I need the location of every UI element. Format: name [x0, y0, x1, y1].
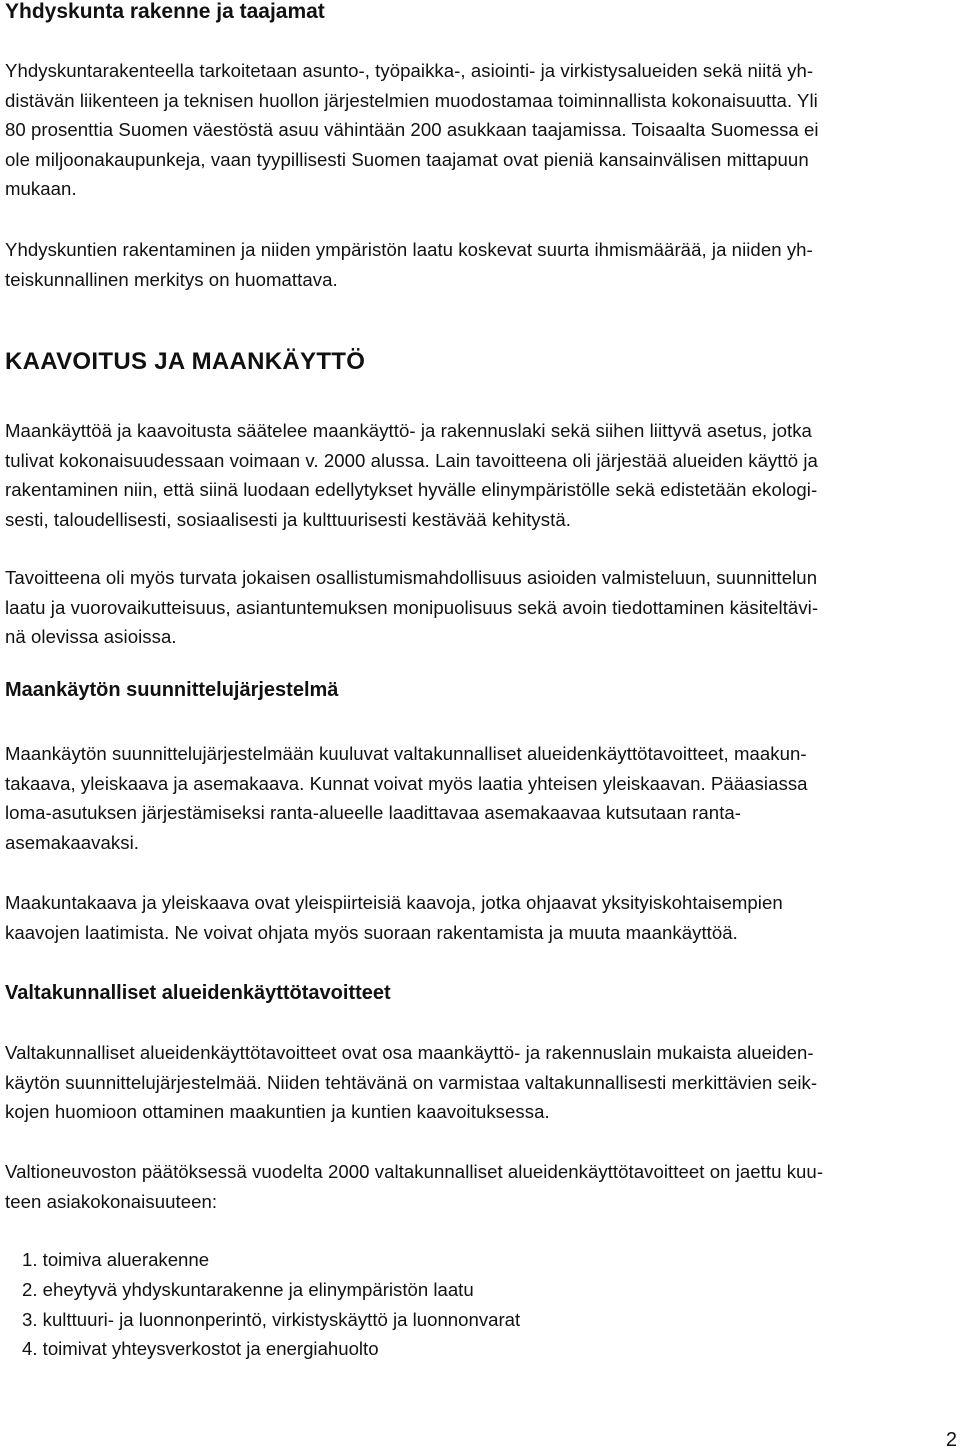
- text-line: käytön suunnittelujärjestelmää. Niiden tehtävänä on varmistaa valtakunnallisesti merkittävien seik-: [5, 1071, 818, 1093]
- text-line: distävän liikenteen ja teknisen huollon järjestelmien muodostamaa toiminnallista kokonaisuutta. Yli: [5, 89, 818, 111]
- text-line: Yhdyskuntien rakentaminen ja niiden ympäristön laatu koskevat suurta ihmismäärää, ja niiden yh-: [5, 239, 813, 260]
- text-line: Maankäyttöä ja kaavoitusta säätelee maankäyttö- ja rakennuslaki sekä siihen liittyvä asetus, jotka: [5, 420, 812, 441]
- list-item: 1. toimiva aluerakenne: [22, 1249, 210, 1270]
- text-line: rakentaminen niin, että siinä luodaan edellytykset hyvälle elinympäristölle sekä edistetään ekologi-: [5, 479, 818, 500]
- text-line: nä olevissa asioissa.: [5, 626, 177, 647]
- text-line: mukaan.: [5, 178, 77, 199]
- text-line: 80 prosenttia Suomen väestöstä asuu vähintään 200 asukkaan taajamissa. Toisaalta Suomessa ei: [5, 119, 819, 140]
- text-line: kojen huomioon ottaminen maakuntien ja kuntien kaavoituksessa.: [5, 1101, 550, 1122]
- text-line: Yhdyskuntarakenteella tarkoitetaan asunto-, työpaikka-, asiointi- ja virkistysalueiden sekä niitä yh-: [5, 60, 814, 81]
- text-line: Valtakunnalliset alueidenkäyttötavoitteet ovat osa maankäyttö- ja rakennuslain mukaista alueiden-: [5, 1042, 814, 1063]
- text-line: Maakuntakaava ja yleiskaava ovat yleispiirteisiä kaavoja, jotka ohjaavat yksityiskohtaisempien: [5, 892, 783, 913]
- text-line: Maankäytön suunnittelujärjestelmään kuuluvat valtakunnalliset alueidenkäyttötavoitteet, maakun-: [5, 743, 807, 764]
- text-line: takaava, yleiskaava ja asemakaava. Kunnat voivat myös laatia yhteisen yleiskaavan. Pääasiassa: [5, 772, 808, 794]
- page-number: 2: [945, 1429, 957, 1451]
- subheading-suunnittelujarjestelma: Maankäytön suunnittelujärjestelmä: [5, 679, 339, 701]
- list-item: 2. eheytyvä yhdyskuntarakenne ja elinympäristön laatu: [22, 1278, 474, 1300]
- section-heading-kaavoitus: KAAVOITUS JA MAANKÄYTTÖ: [5, 348, 366, 375]
- tavoitteet-list: [22, 1245, 520, 1364]
- text-line: Valtioneuvoston päätöksessä vuodelta 2000 valtakunnalliset alueidenkäyttötavoitteet on jaettu kuu-: [5, 1161, 824, 1182]
- intro-paragraph-2: [5, 235, 953, 294]
- text-line: tulivat kokonaisuudessaan voimaan v. 2000 alussa. Lain tavoitteena oli järjestää alueiden käyttö ja: [5, 449, 818, 471]
- kaavoitus-paragraph-1: [5, 416, 953, 534]
- suunnittelu-paragraph-1: [5, 739, 953, 857]
- list-item: 3. kulttuuri- ja luonnonperintö, virkistyskäyttö ja luonnonvarat: [22, 1308, 521, 1330]
- kaavoitus-paragraph-2: [5, 563, 953, 652]
- text-line: sesti, taloudellisesti, sosiaalisesti ja kulttuurisesti kestävää kehitystä.: [5, 508, 571, 530]
- text-line: asemakaavaksi.: [5, 831, 140, 853]
- text-line: teen asiakokonaisuuteen:: [5, 1190, 218, 1212]
- text-line: kaavojen laatimista. Ne voivat ohjata myös suoraan rakentamista ja muuta maankäyttöä.: [5, 921, 738, 943]
- suunnittelu-paragraph-2: [5, 888, 953, 947]
- text-line: laatu ja vuorovaikutteisuus, asiantuntemuksen monipuolisuus sekä avoin tiedottaminen käsiteltävi-: [5, 596, 819, 618]
- intro-paragraph-1: [5, 56, 953, 204]
- text-line: ole miljoonakaupunkeja, vaan tyypillisesti Suomen taajamat ovat pieniä kansainvälisen mittapuun: [5, 148, 809, 170]
- tavoitteet-paragraph-2: [5, 1157, 953, 1216]
- text-line: Tavoitteena oli myös turvata jokaisen osallistumismahdollisuus asioiden valmisteluun, suunnittelun: [5, 567, 818, 588]
- text-line: loma-asutuksen järjestämiseksi ranta-alueelle laadittavaa asemakaavaa kutsutaan ranta-: [5, 802, 742, 823]
- list-item: 4. toimivat yhteysverkostot ja energiahuolto: [22, 1338, 379, 1360]
- main-heading: Yhdyskunta rakenne ja taajamat: [5, 0, 325, 23]
- subheading-tavoitteet: Valtakunnalliset alueidenkäyttötavoitteet: [5, 982, 391, 1004]
- tavoitteet-paragraph-1: [5, 1038, 953, 1127]
- text-line: teiskunnallinen merkitys on huomattava.: [5, 268, 338, 290]
